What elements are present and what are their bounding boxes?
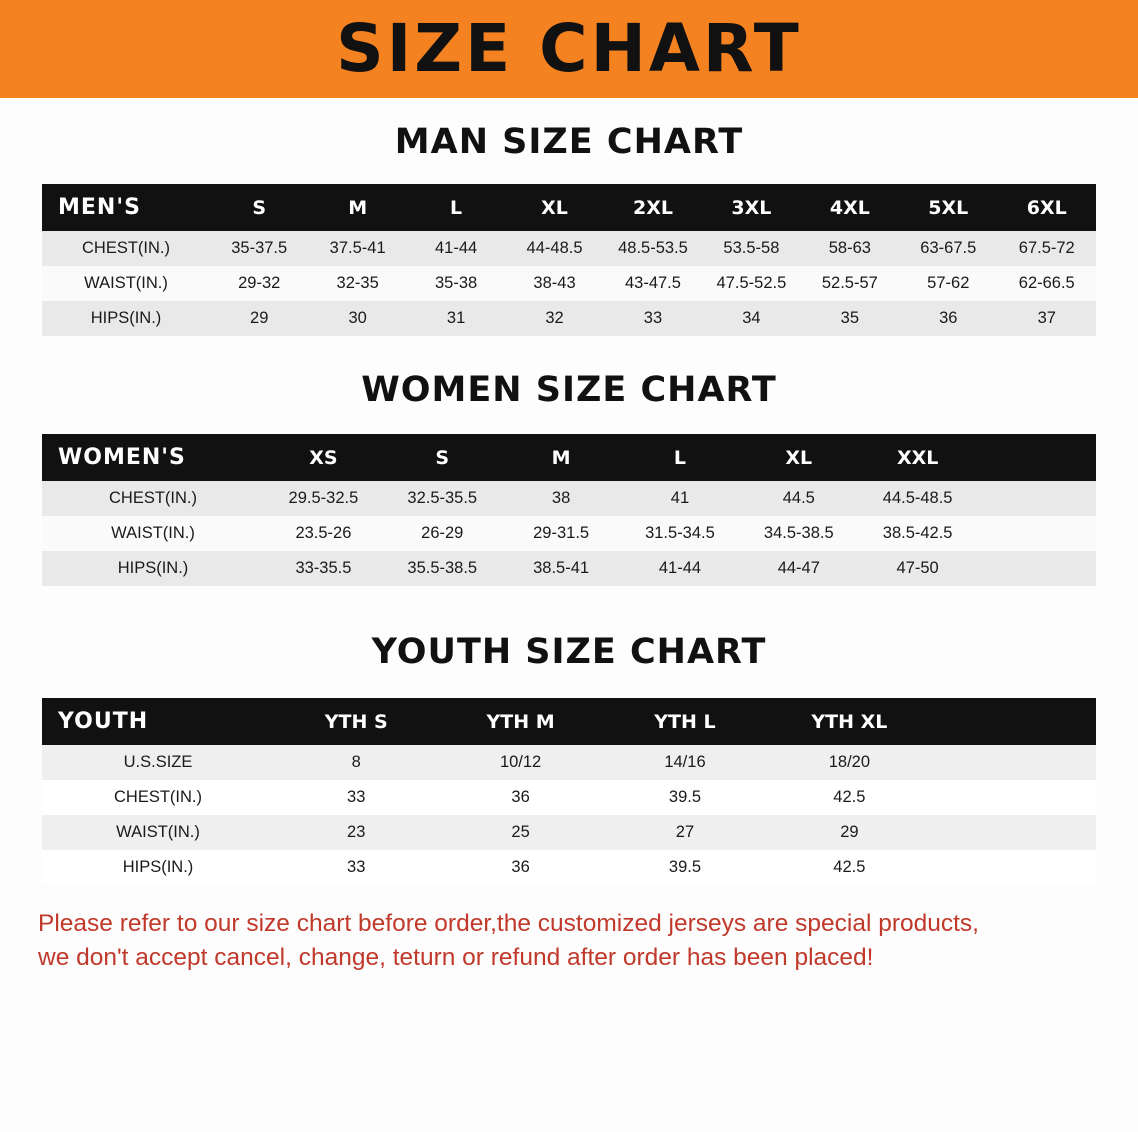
table-cell: 36	[438, 780, 602, 815]
table-cell: 25	[438, 815, 602, 850]
youth-size-table	[42, 698, 1096, 885]
table-header-row	[42, 184, 1096, 231]
table-cell: 33	[274, 780, 438, 815]
table-cell: 29-31.5	[502, 516, 621, 551]
table-cell: 35	[801, 301, 899, 336]
man-table-wrap	[42, 184, 1096, 336]
man-section-title: MAN SIZE CHART	[394, 122, 744, 162]
man-header-cell: M	[308, 184, 406, 231]
youth-table-body	[42, 745, 1096, 885]
man-header-cell: 4XL	[801, 184, 899, 231]
table-row	[42, 266, 1096, 301]
table-cell: 29	[210, 301, 308, 336]
row-label: HIPS(IN.)	[42, 850, 274, 885]
women-table-wrap	[42, 434, 1096, 586]
table-cell: 39.5	[603, 780, 767, 815]
table-cell: 41-44	[407, 231, 505, 266]
man-header-cell: S	[210, 184, 308, 231]
table-cell-empty	[932, 850, 1096, 885]
youth-header-cell: YTH S	[274, 698, 438, 745]
man-header-label: MEN'S	[42, 184, 210, 231]
disclaimer-line-1: Please refer to our size chart before order,the customized jerseys are special products,	[38, 910, 979, 937]
youth-section-title: YOUTH SIZE CHART	[371, 632, 767, 672]
table-cell: 37	[998, 301, 1097, 336]
page-banner	[0, 0, 1138, 98]
women-header-cell: XL	[739, 434, 858, 481]
women-header-cell: XS	[264, 434, 383, 481]
table-row	[42, 231, 1096, 266]
row-label: CHEST(IN.)	[42, 481, 264, 516]
table-row	[42, 551, 1096, 586]
table-cell: 32	[505, 301, 603, 336]
table-cell: 67.5-72	[998, 231, 1097, 266]
table-cell: 36	[438, 850, 602, 885]
table-cell: 38.5-42.5	[858, 516, 977, 551]
table-row	[42, 850, 1096, 885]
table-cell-empty	[977, 551, 1096, 586]
women-header-cell: S	[383, 434, 502, 481]
table-cell: 42.5	[767, 780, 931, 815]
disclaimer-note	[38, 907, 1100, 975]
table-cell-empty	[932, 780, 1096, 815]
table-cell: 53.5-58	[702, 231, 800, 266]
man-header-cell: XL	[505, 184, 603, 231]
table-header-row	[42, 698, 1096, 745]
women-header-cell-empty	[977, 434, 1096, 481]
women-table-head	[42, 434, 1096, 481]
table-cell: 35-38	[407, 266, 505, 301]
man-header-cell: 3XL	[702, 184, 800, 231]
man-header-cell: 2XL	[604, 184, 702, 231]
table-cell: 44-48.5	[505, 231, 603, 266]
table-cell: 62-66.5	[998, 266, 1097, 301]
table-cell-empty	[977, 516, 1096, 551]
table-row	[42, 745, 1096, 780]
table-cell: 30	[308, 301, 406, 336]
table-row	[42, 815, 1096, 850]
table-cell: 41-44	[621, 551, 740, 586]
table-cell: 44.5-48.5	[858, 481, 977, 516]
youth-header-cell: YTH M	[438, 698, 602, 745]
table-cell: 52.5-57	[801, 266, 899, 301]
table-row	[42, 481, 1096, 516]
row-label: WAIST(IN.)	[42, 815, 274, 850]
youth-header-label: YOUTH	[42, 698, 274, 745]
man-size-table	[42, 184, 1096, 336]
women-size-table	[42, 434, 1096, 586]
table-cell: 58-63	[801, 231, 899, 266]
table-cell: 48.5-53.5	[604, 231, 702, 266]
youth-header-cell: YTH XL	[767, 698, 931, 745]
table-cell: 47.5-52.5	[702, 266, 800, 301]
row-label: U.S.SIZE	[42, 745, 274, 780]
table-cell-empty	[932, 745, 1096, 780]
man-table-body	[42, 231, 1096, 336]
youth-header-cell: YTH L	[603, 698, 767, 745]
man-table-head	[42, 184, 1096, 231]
table-cell: 14/16	[603, 745, 767, 780]
table-row	[42, 780, 1096, 815]
table-cell: 23	[274, 815, 438, 850]
table-cell: 10/12	[438, 745, 602, 780]
table-cell: 42.5	[767, 850, 931, 885]
table-cell: 32-35	[308, 266, 406, 301]
table-cell-empty	[932, 815, 1096, 850]
table-cell: 63-67.5	[899, 231, 997, 266]
table-cell: 44.5	[739, 481, 858, 516]
table-cell: 27	[603, 815, 767, 850]
women-header-cell: M	[502, 434, 621, 481]
table-cell: 34.5-38.5	[739, 516, 858, 551]
table-cell: 37.5-41	[308, 231, 406, 266]
table-cell: 35.5-38.5	[383, 551, 502, 586]
women-header-cell: L	[621, 434, 740, 481]
row-label: WAIST(IN.)	[42, 516, 264, 551]
table-cell: 32.5-35.5	[383, 481, 502, 516]
table-cell: 34	[702, 301, 800, 336]
table-cell: 38-43	[505, 266, 603, 301]
table-cell: 41	[621, 481, 740, 516]
table-cell: 29.5-32.5	[264, 481, 383, 516]
table-cell: 26-29	[383, 516, 502, 551]
man-header-cell: 6XL	[998, 184, 1097, 231]
table-cell: 47-50	[858, 551, 977, 586]
women-header-cell: XXL	[858, 434, 977, 481]
table-cell: 29-32	[210, 266, 308, 301]
table-row	[42, 516, 1096, 551]
table-cell: 44-47	[739, 551, 858, 586]
table-cell: 57-62	[899, 266, 997, 301]
table-cell: 29	[767, 815, 931, 850]
row-label: WAIST(IN.)	[42, 266, 210, 301]
table-cell: 39.5	[603, 850, 767, 885]
row-label: CHEST(IN.)	[42, 231, 210, 266]
women-header-label: WOMEN'S	[42, 434, 264, 481]
table-cell: 38.5-41	[502, 551, 621, 586]
youth-table-head	[42, 698, 1096, 745]
table-cell: 33-35.5	[264, 551, 383, 586]
table-cell: 43-47.5	[604, 266, 702, 301]
row-label: HIPS(IN.)	[42, 301, 210, 336]
table-header-row	[42, 434, 1096, 481]
table-cell: 31.5-34.5	[621, 516, 740, 551]
table-cell: 31	[407, 301, 505, 336]
table-cell: 33	[274, 850, 438, 885]
women-table-body	[42, 481, 1096, 586]
disclaimer-line-2: we don't accept cancel, change, teturn or refund after order has been placed!	[38, 943, 874, 971]
table-cell: 36	[899, 301, 997, 336]
table-cell: 38	[502, 481, 621, 516]
man-header-cell: 5XL	[899, 184, 997, 231]
man-header-cell: L	[407, 184, 505, 231]
table-cell: 23.5-26	[264, 516, 383, 551]
table-cell: 35-37.5	[210, 231, 308, 266]
page-title: SIZE CHART	[336, 10, 802, 87]
row-label: CHEST(IN.)	[42, 780, 274, 815]
table-cell: 18/20	[767, 745, 931, 780]
women-section-title: WOMEN SIZE CHART	[361, 370, 777, 410]
table-cell-empty	[977, 481, 1096, 516]
table-cell: 8	[274, 745, 438, 780]
table-row	[42, 301, 1096, 336]
row-label: HIPS(IN.)	[42, 551, 264, 586]
table-cell: 33	[604, 301, 702, 336]
youth-table-wrap	[42, 698, 1096, 885]
youth-header-cell-empty	[932, 698, 1096, 745]
